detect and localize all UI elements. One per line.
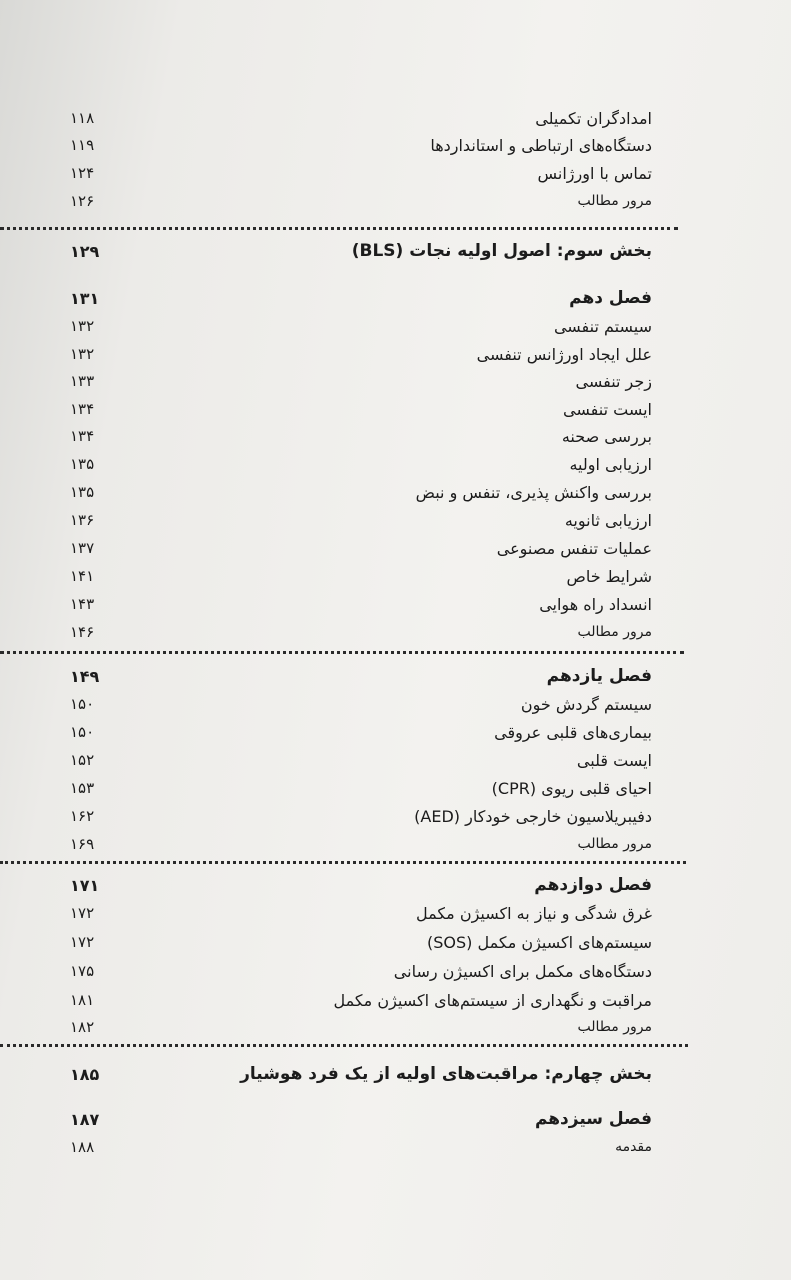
toc-entry-page: ۱۴۱ — [70, 567, 95, 585]
part-page: ۱۸۵ — [70, 1064, 100, 1084]
toc-entry — [70, 105, 652, 131]
toc-entry-page: ۱۸۱ — [70, 991, 95, 1009]
part-page: ۱۲۹ — [70, 241, 100, 261]
toc-entry-title: مرور مطالب — [577, 193, 652, 209]
toc-entry-title: مقدمه — [615, 1139, 652, 1155]
toc-entry-title: دستگاه‌های ارتباطی و استانداردها — [430, 135, 652, 155]
toc-entry-title: ایست تنفسی — [563, 399, 652, 419]
toc-entry-page: ۱۵۲ — [70, 751, 95, 769]
toc-entry-page: ۱۳۲ — [70, 317, 95, 335]
toc-entry-page: ۱۷۵ — [70, 962, 95, 980]
toc-entry — [70, 619, 652, 645]
chapter-heading — [70, 663, 652, 689]
toc-entry-title: غرق شدگی و نیاز به اکسیژن مکمل — [415, 903, 652, 923]
part-title: بخش چهارم: مراقبت‌های اولیه از یک فرد هوشیار — [240, 1064, 652, 1084]
chapter-title: فصل یازدهم — [546, 666, 652, 686]
toc-entry-page: ۱۵۳ — [70, 779, 95, 797]
toc-entry-page: ۱۴۳ — [70, 595, 95, 613]
part-heading — [70, 1061, 652, 1087]
chapter-page: ۱۴۹ — [70, 666, 100, 686]
toc-entry — [70, 929, 652, 955]
toc-entry-title: بیماری‌های قلبی عروقی — [494, 722, 652, 742]
toc-entry-page: ۱۲۶ — [70, 192, 95, 210]
toc-entry-page: ۱۲۴ — [70, 164, 95, 182]
chapter-page: ۱۷۱ — [70, 875, 100, 895]
toc-entry — [70, 423, 652, 449]
toc-entry — [70, 987, 652, 1013]
toc-entry-title: ارزیابی اولیه — [569, 454, 652, 474]
toc-entry-page: ۱۶۹ — [70, 835, 95, 853]
toc-entry-page: ۱۷۲ — [70, 904, 95, 922]
toc-entry-page: ۱۸۸ — [70, 1138, 95, 1156]
chapter-heading — [70, 285, 652, 311]
part-heading — [70, 238, 652, 264]
toc-entry-page: ۱۵۰ — [70, 723, 95, 741]
toc-entry — [70, 803, 652, 829]
chapter-page: ۱۳۱ — [70, 288, 100, 308]
chapter-title: فصل دوازدهم — [534, 875, 652, 895]
toc-entry-page: ۱۵۰ — [70, 695, 95, 713]
toc-entry — [70, 1014, 652, 1040]
toc-entry-page: ۱۳۴ — [70, 400, 95, 418]
toc-entry-title: دفیبریلاسیون خارجی خودکار (AED) — [414, 806, 652, 826]
toc-entry-page: ۱۳۳ — [70, 372, 95, 390]
toc-entry-title: مرور مطالب — [577, 1019, 652, 1035]
dotted-divider — [0, 861, 686, 864]
toc-entry — [70, 479, 652, 505]
toc-entry — [70, 563, 652, 589]
toc-entry-title: زجر تنفسی — [575, 371, 652, 391]
toc-entry-page: ۱۳۵ — [70, 455, 95, 473]
toc-entry — [70, 507, 652, 533]
toc-entry — [70, 160, 652, 186]
toc-entry — [70, 396, 652, 422]
toc-entry-page: ۱۳۷ — [70, 539, 95, 557]
toc-entry — [70, 341, 652, 367]
toc-entry-title: مراقبت و نگهداری از سیستم‌های اکسیژن مکمل — [333, 990, 652, 1010]
toc-entry-page: ۱۳۲ — [70, 345, 95, 363]
toc-entry — [70, 132, 652, 158]
toc-entry — [70, 368, 652, 394]
toc-entry-title: امدادگران تکمیلی — [535, 108, 652, 128]
chapter-title: فصل سیزدهم — [534, 1109, 652, 1129]
toc-entry-title: سیستم گردش خون — [520, 694, 652, 714]
chapter-page: ۱۸۷ — [70, 1109, 100, 1129]
toc-entry — [70, 1134, 652, 1160]
dotted-divider — [0, 1044, 688, 1047]
toc-entry-title: ایست قلبی — [576, 750, 652, 770]
chapter-heading — [70, 872, 652, 898]
toc-entry-page: ۱۶۲ — [70, 807, 95, 825]
toc-entry-page: ۱۳۶ — [70, 511, 95, 529]
chapter-heading — [70, 1106, 652, 1132]
toc-entry-title: تماس با اورژانس — [537, 163, 652, 183]
toc-entry — [70, 775, 652, 801]
toc-entry — [70, 958, 652, 984]
toc-entry — [70, 535, 652, 561]
toc-entry — [70, 831, 652, 857]
part-title: بخش سوم: اصول اولیه نجات (BLS) — [351, 241, 652, 261]
toc-entry-title: ارزیابی ثانویه — [564, 510, 652, 530]
toc-entry-page: ۱۷۲ — [70, 933, 95, 951]
toc-entry — [70, 313, 652, 339]
toc-entry-title: علل ایجاد اورژانس تنفسی — [476, 344, 652, 364]
toc-entry — [70, 451, 652, 477]
toc-entry-title: سیستم تنفسی — [553, 316, 652, 336]
toc-entry-title: بررسی واکنش پذیری، تنفس و نبض — [415, 482, 652, 502]
toc-entry — [70, 900, 652, 926]
toc-entry — [70, 747, 652, 773]
toc-entry-title: احیای قلبی ریوی (CPR) — [491, 778, 652, 798]
toc-entry — [70, 188, 652, 214]
dotted-divider — [0, 651, 684, 654]
toc-entry-title: دستگاه‌های مکمل برای اکسیژن رسانی — [393, 961, 652, 981]
toc-entry-page: ۱۱۹ — [70, 136, 95, 154]
dotted-divider — [0, 227, 678, 230]
toc-entry-title: مرور مطالب — [577, 836, 652, 852]
toc-entry-title: عملیات تنفس مصنوعی — [496, 538, 652, 558]
toc-entry-title: مرور مطالب — [577, 624, 652, 640]
chapter-title: فصل دهم — [569, 288, 652, 308]
toc-entry-title: شرایط خاص — [566, 566, 652, 586]
toc-entry-title: سیستم‌های اکسیژن مکمل (SOS) — [427, 932, 652, 952]
toc-entry — [70, 591, 652, 617]
toc-entry-title: بررسی صحنه — [561, 426, 652, 446]
toc-entry-page: ۱۴۶ — [70, 623, 95, 641]
toc-entry — [70, 691, 652, 717]
toc-entry-title: انسداد راه هوایی — [539, 594, 652, 614]
toc-entry-page: ۱۸۲ — [70, 1018, 95, 1036]
toc-entry-page: ۱۱۸ — [70, 109, 95, 127]
toc-entry — [70, 719, 652, 745]
toc-entry-page: ۱۳۴ — [70, 427, 95, 445]
toc-entry-page: ۱۳۵ — [70, 483, 95, 501]
